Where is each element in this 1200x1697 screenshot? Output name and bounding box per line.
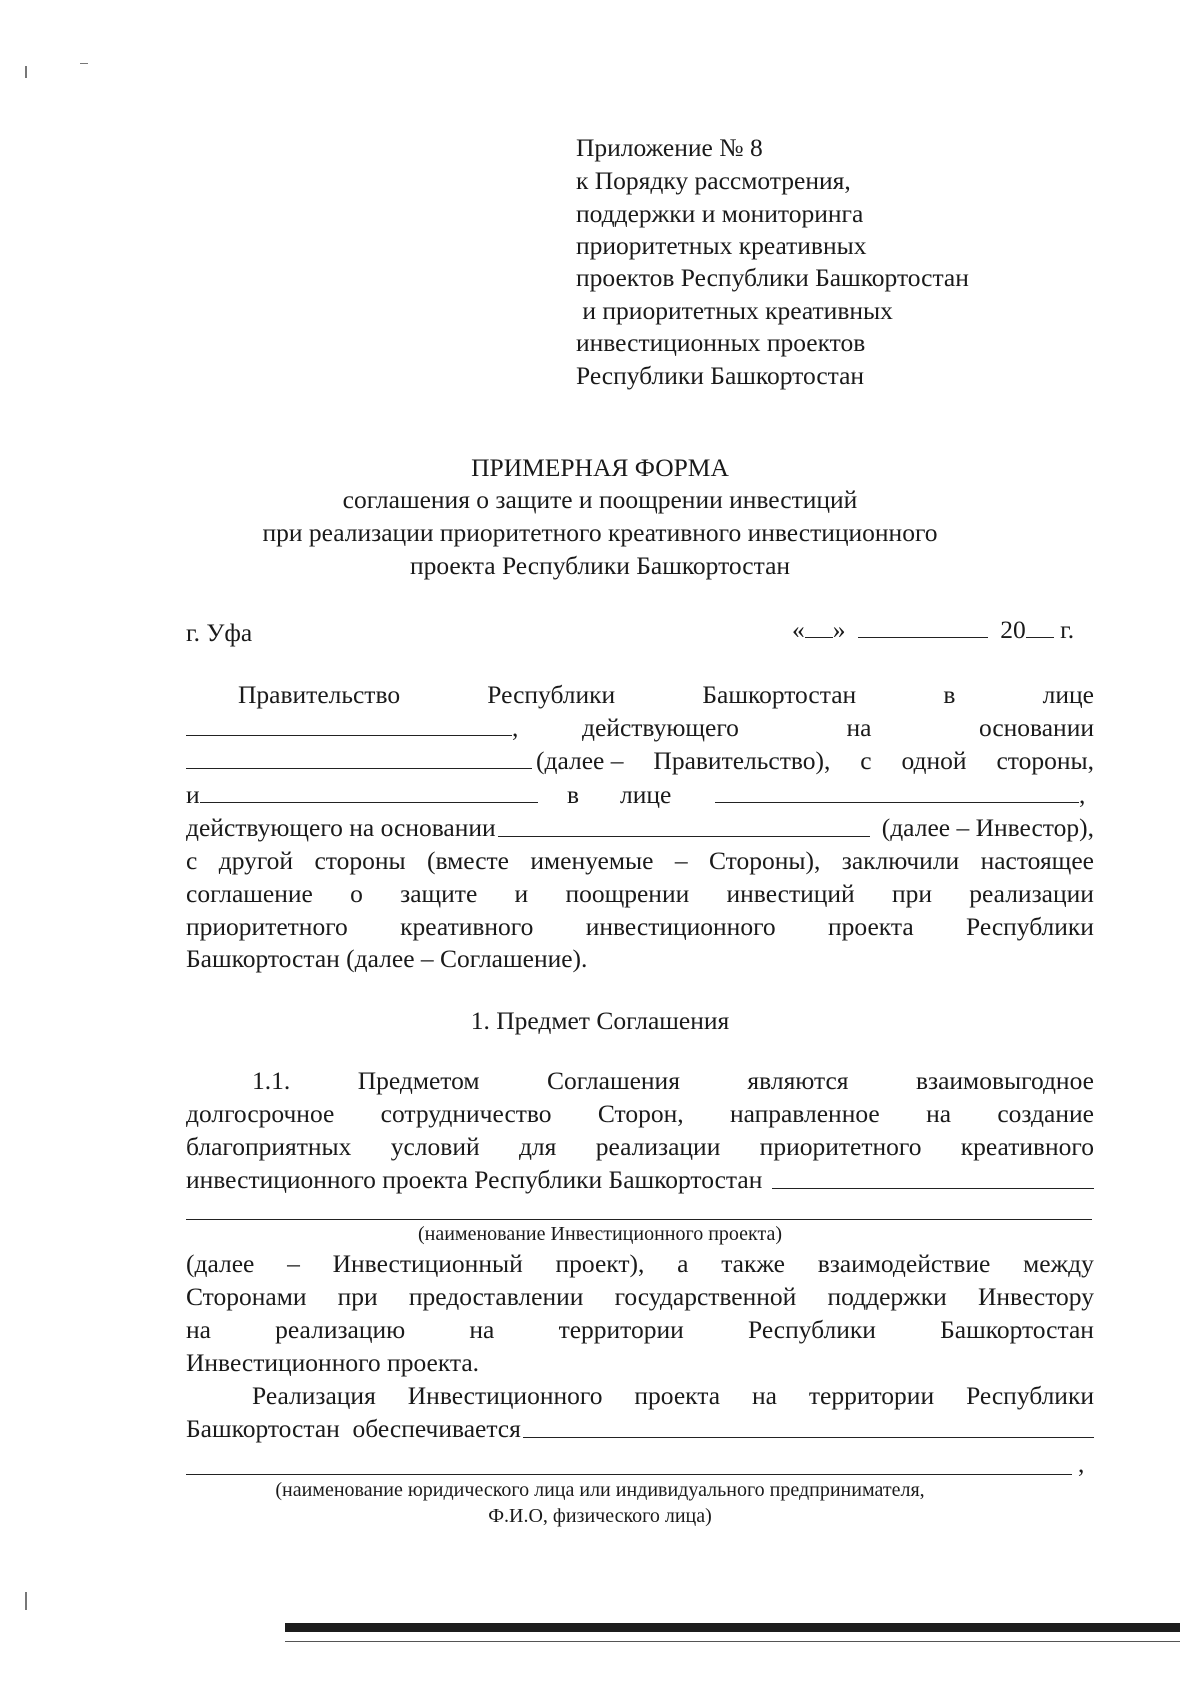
- preamble-word: лице: [620, 780, 672, 809]
- preamble-line: действующего на основании (далее – Инвестор),: [186, 813, 1094, 842]
- investor-representative-blank: [715, 801, 1079, 803]
- clause-line: Реализация Инвестиционного проекта на территории Республики: [252, 1381, 1094, 1410]
- field-caption: Ф.И.О, физического лица): [488, 1505, 712, 1527]
- clause-line: Инвестиционного проекта.: [186, 1348, 480, 1377]
- scan-edge-line: [285, 1641, 1180, 1642]
- preamble-line: с другой стороны (вместе именуемые – Стороны), заключили настоящее: [186, 846, 1094, 875]
- city: г. Уфа: [186, 618, 253, 647]
- year-blank: [1026, 636, 1054, 638]
- investor-basis-blank: [498, 836, 870, 837]
- preamble-line: приоритетного креативного инвестиционного проекта Республики: [186, 912, 1094, 941]
- appendix-line: и приоритетных креативных: [576, 296, 893, 325]
- field-caption: (наименование юридического лица или индивидуального предпринимателя,: [275, 1479, 925, 1501]
- preamble-word: в: [567, 780, 580, 809]
- appendix-line: к Порядку рассмотрения,: [576, 166, 851, 195]
- clause-line: благоприятных условий для реализации приоритетного креативного: [186, 1132, 1094, 1161]
- day-blank: [805, 636, 833, 638]
- form-subtitle-line: при реализации приоритетного креативного инвестиционного: [262, 518, 938, 547]
- appendix-line: Приложение № 8: [576, 133, 763, 162]
- investor-representative-line: ,: [715, 779, 1085, 811]
- clause-line: 1.1. Предметом Соглашения являются взаимовыгодное: [252, 1066, 1094, 1095]
- scan-speck: [25, 1592, 27, 1610]
- clause-line: долгосрочное сотрудничество Сторон, направленное на создание: [186, 1099, 1094, 1128]
- form-subtitle-line: проекта Республики Башкортостан: [409, 551, 791, 580]
- appendix-line: инвестиционных проектов: [576, 328, 866, 357]
- clause-line: Башкортостан обеспечивается: [186, 1413, 1094, 1445]
- clause-line: на реализацию на территории Республики Башкортостан: [186, 1315, 1094, 1344]
- appendix-line: Республики Башкортостан: [576, 361, 865, 390]
- preamble-line: (далее – Правительство), с одной стороны,: [536, 746, 1094, 775]
- field-caption: (наименование Инвестиционного проекта): [417, 1223, 782, 1245]
- appendix-line: приоритетных креативных: [576, 231, 867, 260]
- government-basis-blank: [186, 767, 532, 769]
- scan-edge-bar: [285, 1623, 1180, 1632]
- agreement-date: « » 20 г.: [792, 615, 1075, 644]
- investor-line: и: [186, 779, 538, 811]
- investor-name-blank: [200, 801, 538, 803]
- month-blank: [858, 636, 988, 638]
- section-heading: 1. Предмет Соглашения: [470, 1006, 730, 1035]
- clause-line: Сторонами при предоставлении государственной поддержки Инвестору: [186, 1282, 1094, 1311]
- preamble-line: действующего на основании: [582, 713, 1094, 742]
- appendix-line: проектов Республики Башкортостан: [576, 263, 969, 292]
- project-name-blank-line: [186, 1219, 1092, 1220]
- scan-speck: [80, 63, 88, 64]
- preamble-line: соглашение о защите и поощрении инвестиций при реализации: [186, 879, 1094, 908]
- project-name-blank: [772, 1188, 1094, 1189]
- preamble-line: Башкортостан (далее – Соглашение).: [186, 944, 588, 973]
- clause-line: (далее – Инвестиционный проект), а также взаимодействие между: [186, 1249, 1094, 1278]
- form-subtitle-line: соглашения о защите и поощрении инвестиций: [342, 485, 858, 514]
- representative-line: ,: [186, 712, 518, 744]
- scan-speck: [25, 66, 27, 78]
- implementer-name-blank: [523, 1437, 1094, 1438]
- basis-line: [186, 745, 532, 777]
- appendix-line: поддержки и мониторинга: [576, 199, 864, 228]
- preamble-line: Правительство Республики Башкортостан в лице: [238, 680, 1094, 709]
- clause-line: инвестиционного проекта Республики Башкортостан: [186, 1164, 1094, 1196]
- implementer-name-blank-line: [186, 1474, 1072, 1475]
- clause-punctuation: ,: [1078, 1449, 1085, 1478]
- form-title: ПРИМЕРНАЯ ФОРМА: [471, 453, 729, 482]
- government-representative-blank: [186, 734, 512, 736]
